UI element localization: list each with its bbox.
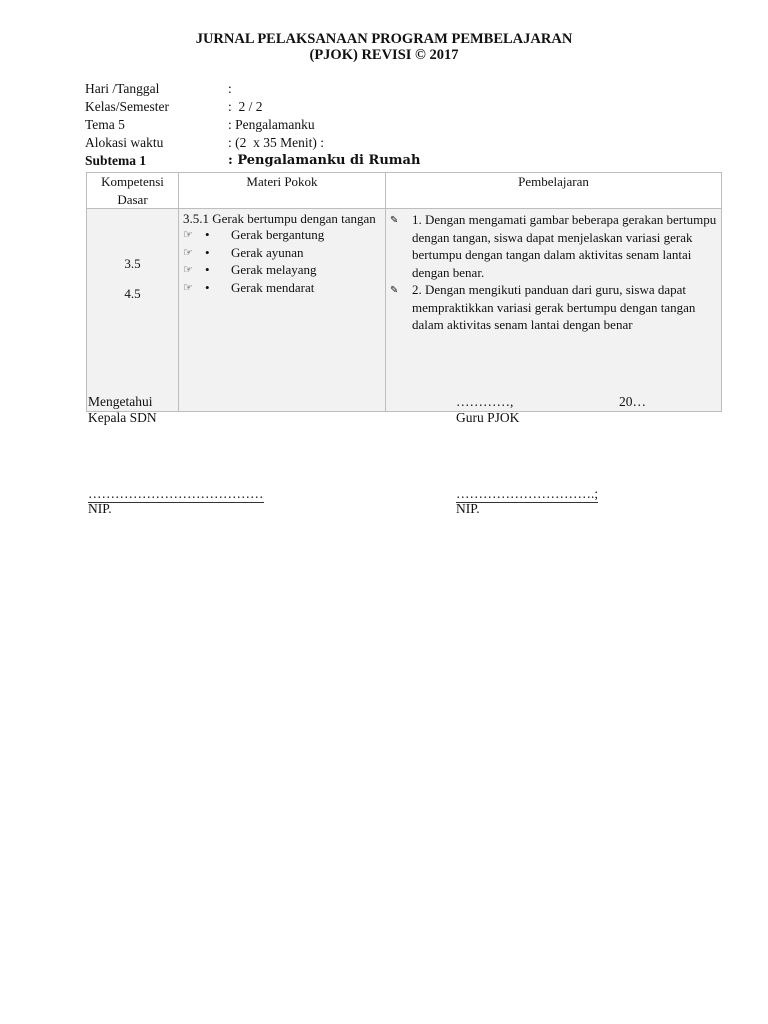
sig-right-line: ………………………….; [456,486,599,501]
bullet-icon: • [205,279,210,295]
materi-item: Gerak bergantung [231,227,325,242]
materi-cell [179,209,386,412]
materi-item: Gerak melayang [231,262,317,277]
list-item [183,279,381,297]
sig-mengetahui: Mengetahui [88,394,153,409]
document-title-line1: JURNAL PELAKSANAAN PROGRAM PEMBELAJARAN [195,31,573,47]
pembelajaran-text: 2. Dengan mengikuti panduan dari guru, siswa dapat mempraktikkan variasi gerak bertumpu dengan tangan dalam aktivitas senam lantai dengan benar [412,282,696,332]
list-item [183,226,381,244]
kompetensi-value: 4.5 [124,286,141,301]
sig-right-nip: NIP. [456,501,480,516]
pembelajaran-text: 1. Dengan mengamati gambar beberapa gerakan bertumpu dengan tangan, siswa dapat menjelaskan variasi gerak bertumpu dengan tangan dalam aktivitas senam lantai dengan benar. [412,212,717,280]
sig-left-line: ………………………………… [88,486,264,501]
sig-year: 20… [619,394,646,409]
list-item [183,261,381,279]
sig-kepala-sdn: Kepala SDN [88,410,157,425]
sig-place-date: …………, [456,394,514,409]
bullet-icon: • [205,244,210,260]
materi-heading: 3.5.1 Gerak bertumpu dengan tangan [183,211,376,226]
info-value: : Pengalamanku [228,117,315,132]
info-label: Subtema 1 [85,153,147,168]
pencil-arrow-icon: ✎ [390,215,399,226]
header-kompetensi: Kompetensi Dasar [87,173,179,209]
sig-left-nip: NIP. [88,501,112,516]
materi-list [183,226,381,296]
info-label: Tema 5 [85,117,125,132]
info-value: : Pengalamanku di Rumah [228,153,421,168]
list-item [390,211,717,281]
info-value: : 2 / 2 [228,99,263,114]
table-row [87,209,722,412]
sig-guru-pjok: Guru PJOK [456,410,520,425]
header-materi: Materi Pokok [179,173,386,209]
pointing-hand-icon: ☞ [183,263,193,276]
document-title-line2: (PJOK) REVISI © 2017 [309,47,459,63]
bullet-icon: • [205,227,210,242]
pointing-hand-icon: ☞ [183,228,193,241]
list-item [390,281,717,334]
materi-item: Gerak ayunan [231,244,304,260]
kompetensi-cell [87,209,179,412]
info-value: : (2 x 35 Menit) : [228,135,324,150]
pointing-hand-icon: ☞ [183,280,193,294]
bullet-icon: • [205,262,210,277]
list-item [183,244,381,262]
materi-item: Gerak mendarat [231,279,315,295]
header-pembelajaran: Pembelajaran [386,173,722,209]
info-value: : [228,81,232,96]
pointing-hand-icon: ☞ [183,245,193,259]
info-label: Alokasi waktu [85,135,164,150]
pembelajaran-cell [386,209,722,412]
journal-table [86,172,722,412]
pencil-arrow-icon: ✎ [390,285,399,296]
info-label: Hari /Tanggal [85,81,160,96]
info-label: Kelas/Semester [85,99,169,114]
kompetensi-value: 3.5 [124,256,141,271]
